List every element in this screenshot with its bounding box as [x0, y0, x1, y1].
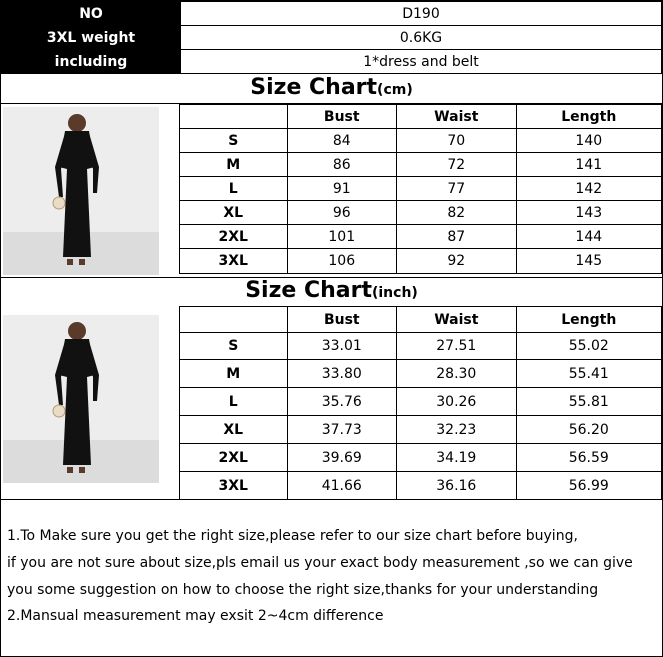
- size-table-cm: [179, 104, 662, 274]
- size-label: L: [180, 177, 288, 201]
- table-row: [180, 360, 662, 388]
- waist-value: 82: [397, 201, 517, 225]
- waist-value: 34.19: [397, 444, 517, 472]
- length-value: 140: [516, 129, 661, 153]
- table-row: [180, 225, 662, 249]
- length-value: 55.41: [516, 360, 661, 388]
- size-chart-cm-title-text: Size Chart: [250, 75, 378, 100]
- size-label: 3XL: [180, 249, 288, 274]
- bust-value: 35.76: [287, 388, 397, 416]
- size-notes: [1, 499, 662, 657]
- waist-value: 36.16: [397, 472, 517, 500]
- note-line: you some suggestion on how to choose the right size,thanks for your understanding: [7, 582, 599, 598]
- length-value: 55.02: [516, 333, 661, 360]
- product-photo-cm: [3, 107, 159, 275]
- bust-value: 96: [287, 201, 397, 225]
- waist-value: 72: [397, 153, 517, 177]
- table-row: [180, 444, 662, 472]
- bust-value: 106: [287, 249, 397, 274]
- bust-value: 101: [287, 225, 397, 249]
- table-row: [180, 333, 662, 360]
- col-header-size: [180, 105, 288, 129]
- size-chart-inch-title-text: Size Chart: [245, 278, 372, 303]
- size-label: 2XL: [180, 225, 288, 249]
- dress-model-image: [3, 315, 159, 483]
- size-label: M: [180, 360, 288, 388]
- col-header-length: Length: [516, 307, 661, 333]
- length-value: 56.59: [516, 444, 661, 472]
- bust-value: 91: [287, 177, 397, 201]
- product-photo-inch: [3, 315, 159, 483]
- length-value: 56.20: [516, 416, 661, 444]
- col-header-bust: Bust: [287, 105, 397, 129]
- bust-value: 84: [287, 129, 397, 153]
- note-line: if you are not sure about size,pls email us your exact body measurement ,so we can give: [7, 555, 633, 571]
- product-info-table: [1, 1, 662, 74]
- size-label: S: [180, 333, 288, 360]
- table-row: [180, 416, 662, 444]
- waist-value: 30.26: [397, 388, 517, 416]
- length-value: 141: [516, 153, 661, 177]
- size-label: 3XL: [180, 472, 288, 500]
- info-label-no: NO: [2, 2, 181, 26]
- size-chart-inch-unit: (inch): [371, 285, 418, 301]
- size-label: XL: [180, 201, 288, 225]
- info-label-weight: 3XL weight: [2, 26, 181, 50]
- size-chart-cm-unit: (cm): [377, 82, 413, 98]
- waist-value: 28.30: [397, 360, 517, 388]
- size-chart-inch-title: [1, 278, 662, 306]
- waist-value: 87: [397, 225, 517, 249]
- note-line: 1.To Make sure you get the right size,please refer to our size chart before buying,: [7, 528, 578, 544]
- size-chart-cm-title: [1, 75, 662, 103]
- length-value: 56.99: [516, 472, 661, 500]
- col-header-waist: Waist: [397, 105, 517, 129]
- table-header-row: [180, 307, 662, 333]
- waist-value: 70: [397, 129, 517, 153]
- waist-value: 27.51: [397, 333, 517, 360]
- size-label: 2XL: [180, 444, 288, 472]
- length-value: 143: [516, 201, 661, 225]
- size-table-inch: [179, 306, 662, 500]
- bust-value: 86: [287, 153, 397, 177]
- note-line: 2.Mansual measurement may exsit 2~4cm difference: [7, 608, 384, 624]
- table-row: [180, 153, 662, 177]
- length-value: 142: [516, 177, 661, 201]
- dress-model-image: [3, 107, 159, 275]
- bust-value: 33.01: [287, 333, 397, 360]
- table-row: [180, 388, 662, 416]
- size-label: S: [180, 129, 288, 153]
- length-value: 144: [516, 225, 661, 249]
- info-value-no: D190: [181, 2, 662, 26]
- length-value: 145: [516, 249, 661, 274]
- bust-value: 37.73: [287, 416, 397, 444]
- table-row: [180, 201, 662, 225]
- size-label: XL: [180, 416, 288, 444]
- col-header-bust: Bust: [287, 307, 397, 333]
- table-row: [180, 472, 662, 500]
- table-header-row: [180, 105, 662, 129]
- table-row: [180, 177, 662, 201]
- bust-value: 41.66: [287, 472, 397, 500]
- waist-value: 77: [397, 177, 517, 201]
- col-header-length: Length: [516, 105, 661, 129]
- waist-value: 32.23: [397, 416, 517, 444]
- info-label-including: including: [2, 50, 181, 74]
- info-value-weight: 0.6KG: [181, 26, 662, 50]
- size-label: L: [180, 388, 288, 416]
- table-row: [180, 249, 662, 274]
- table-row: [180, 129, 662, 153]
- col-header-waist: Waist: [397, 307, 517, 333]
- waist-value: 92: [397, 249, 517, 274]
- bust-value: 33.80: [287, 360, 397, 388]
- info-value-including: 1*dress and belt: [181, 50, 662, 74]
- size-label: M: [180, 153, 288, 177]
- bust-value: 39.69: [287, 444, 397, 472]
- length-value: 55.81: [516, 388, 661, 416]
- col-header-size: [180, 307, 288, 333]
